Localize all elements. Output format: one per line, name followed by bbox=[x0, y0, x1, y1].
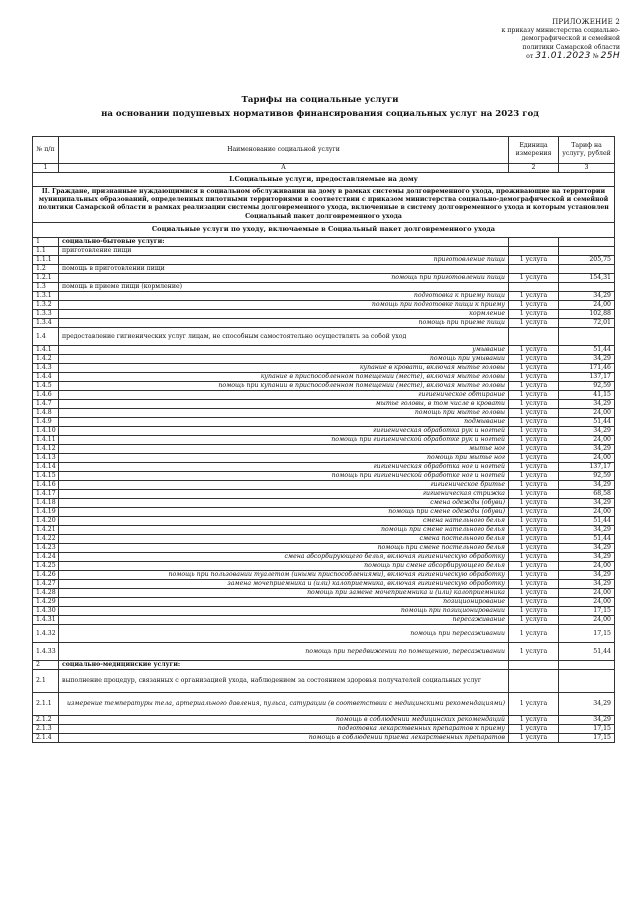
table-row bbox=[33, 318, 615, 327]
service-name: гигиеническое обтирание bbox=[59, 390, 509, 399]
table-row bbox=[33, 579, 615, 588]
tariff-price: 34,29 bbox=[559, 552, 615, 561]
table-header-row bbox=[33, 137, 615, 164]
unit-of-measure: 1 услуга bbox=[509, 525, 559, 534]
table-row bbox=[33, 525, 615, 534]
row-number: 2.1.4 bbox=[33, 733, 59, 742]
row-number: 2.1.3 bbox=[33, 724, 59, 733]
table-row bbox=[33, 255, 615, 264]
table-row bbox=[33, 417, 615, 426]
tariff-price: 34,29 bbox=[559, 399, 615, 408]
tariff-price: 92,59 bbox=[559, 381, 615, 390]
tariff-price bbox=[559, 669, 615, 692]
tariff-price: 171,46 bbox=[559, 363, 615, 372]
row-number: 1.4.20 bbox=[33, 516, 59, 525]
tariff-price: 24,00 bbox=[559, 507, 615, 516]
unit-of-measure: 1 услуга bbox=[509, 309, 559, 318]
row-number: 1.4.19 bbox=[33, 507, 59, 516]
service-name: гигиеническое бритье bbox=[59, 480, 509, 489]
service-name: подготовка к приему пищи bbox=[59, 291, 509, 300]
tariff-price: 34,29 bbox=[559, 426, 615, 435]
service-name: приготовление пищи bbox=[59, 255, 509, 264]
unit-of-measure: 1 услуга bbox=[509, 462, 559, 471]
service-name: помощь при приготовлении пищи bbox=[59, 273, 509, 282]
document-title: Тарифы на социальные услуги bbox=[241, 95, 399, 105]
service-name: помощь при смене нательного белья bbox=[59, 525, 509, 534]
unit-of-measure: 1 услуга bbox=[509, 408, 559, 417]
unit-of-measure: 1 услуга bbox=[509, 561, 559, 570]
row-number: 1.4.32 bbox=[33, 624, 59, 642]
unit-of-measure: 1 услуга bbox=[509, 426, 559, 435]
table-row bbox=[33, 516, 615, 525]
row-number: 1.4.24 bbox=[33, 552, 59, 561]
section-heading: I.Социальные услуги, предоставляемые на дому bbox=[33, 173, 615, 187]
tariff-price: 34,29 bbox=[559, 715, 615, 724]
unit-of-measure: 1 услуга bbox=[509, 534, 559, 543]
row-number: 1.4.33 bbox=[33, 642, 59, 660]
table-row bbox=[33, 273, 615, 282]
unit-of-measure: 1 услуга bbox=[509, 372, 559, 381]
service-name: позиционирование bbox=[59, 597, 509, 606]
tariff-price bbox=[559, 660, 615, 669]
unit-of-measure: 1 услуга bbox=[509, 363, 559, 372]
unit-of-measure: 1 услуга bbox=[509, 291, 559, 300]
unit-of-measure: 1 услуга bbox=[509, 444, 559, 453]
tariff-price: 34,29 bbox=[559, 354, 615, 363]
table-row bbox=[33, 426, 615, 435]
row-number: 1.4.11 bbox=[33, 435, 59, 444]
table-index-row bbox=[33, 164, 615, 173]
index-cell: А bbox=[59, 164, 509, 173]
tariff-price bbox=[559, 327, 615, 345]
row-number: 1.4.22 bbox=[33, 534, 59, 543]
appendix-block bbox=[470, 18, 620, 62]
tariff-price: 24,00 bbox=[559, 561, 615, 570]
paragraph-row bbox=[33, 187, 615, 223]
unit-of-measure: 1 услуга bbox=[509, 615, 559, 624]
row-number: 1.4.6 bbox=[33, 390, 59, 399]
table-row bbox=[33, 381, 615, 390]
service-name: помощь при передвижении по помещению, пересаживании bbox=[59, 642, 509, 660]
row-number: 1.4 bbox=[33, 327, 59, 345]
service-name: предоставление гигиенических услуг лицам, не способным самостоятельно осуществлять за собой уход bbox=[59, 327, 509, 345]
subsection-row bbox=[33, 222, 615, 237]
tariff-price: 17,15 bbox=[559, 724, 615, 733]
tariff-price: 154,31 bbox=[559, 273, 615, 282]
row-number: 1.4.23 bbox=[33, 543, 59, 552]
tariff-price: 34,29 bbox=[559, 543, 615, 552]
table-row bbox=[33, 300, 615, 309]
unit-of-measure: 1 услуга bbox=[509, 597, 559, 606]
unit-of-measure: 1 услуга bbox=[509, 642, 559, 660]
tariff-price: 34,29 bbox=[559, 498, 615, 507]
row-number: 1 bbox=[33, 237, 59, 246]
service-name: измерение температуры тела, артериального давления, пульса, сатурации (в соответствии с медицинскими рекомендациями) bbox=[59, 692, 509, 715]
appendix-date-line bbox=[470, 52, 620, 62]
unit-of-measure: 1 услуга bbox=[509, 724, 559, 733]
unit-of-measure: 1 услуга bbox=[509, 435, 559, 444]
tariff-price: 41,15 bbox=[559, 390, 615, 399]
table-row bbox=[33, 733, 615, 742]
tariff-price: 51,44 bbox=[559, 417, 615, 426]
service-name: помощь при пользовании туалетом (иными приспособлениями), включая гигиеническую обработку bbox=[59, 570, 509, 579]
table-row bbox=[33, 399, 615, 408]
table-row bbox=[33, 597, 615, 606]
table-row bbox=[33, 480, 615, 489]
tariff-price: 24,00 bbox=[559, 300, 615, 309]
table-row bbox=[33, 715, 615, 724]
service-name: помощь при умывании bbox=[59, 354, 509, 363]
table-row bbox=[33, 642, 615, 660]
unit-of-measure bbox=[509, 237, 559, 246]
row-number: 2 bbox=[33, 660, 59, 669]
service-name: купание в кровати, включая мытье головы bbox=[59, 363, 509, 372]
header-unit: Единица измерения bbox=[509, 137, 559, 164]
service-name: помощь при замене мочеприемника и (или) калоприемника bbox=[59, 588, 509, 597]
tariff-price: 34,29 bbox=[559, 525, 615, 534]
tariff-price: 34,29 bbox=[559, 291, 615, 300]
unit-of-measure bbox=[509, 264, 559, 273]
row-number: 1.4.25 bbox=[33, 561, 59, 570]
table-row bbox=[33, 462, 615, 471]
table-row bbox=[33, 408, 615, 417]
unit-of-measure: 1 услуга bbox=[509, 273, 559, 282]
service-name: помощь в приеме пищи (кормление) bbox=[59, 282, 509, 291]
service-name: помощь в приготовлении пищи bbox=[59, 264, 509, 273]
table-row bbox=[33, 309, 615, 318]
table-row bbox=[33, 570, 615, 579]
service-name: пересаживание bbox=[59, 615, 509, 624]
table-row bbox=[33, 561, 615, 570]
row-number: 2.1.2 bbox=[33, 715, 59, 724]
tariff-price: 24,00 bbox=[559, 597, 615, 606]
tariff-price: 102,88 bbox=[559, 309, 615, 318]
unit-of-measure: 1 услуга bbox=[509, 354, 559, 363]
service-name: смена постельного белья bbox=[59, 534, 509, 543]
table-row bbox=[33, 669, 615, 692]
tariff-price: 51,44 bbox=[559, 516, 615, 525]
row-number: 1.4.21 bbox=[33, 525, 59, 534]
row-number: 1.4.16 bbox=[33, 480, 59, 489]
tariff-price: 17,15 bbox=[559, 624, 615, 642]
table-row bbox=[33, 363, 615, 372]
row-number: 1.1.1 bbox=[33, 255, 59, 264]
row-number: 2.1 bbox=[33, 669, 59, 692]
service-name: помощь при купании в приспособленном помещении (месте), включая мытье головы bbox=[59, 381, 509, 390]
row-number: 1.4.29 bbox=[33, 597, 59, 606]
tariff-price: 137,17 bbox=[559, 462, 615, 471]
table-row bbox=[33, 444, 615, 453]
table-row bbox=[33, 552, 615, 561]
row-number: 1.4.13 bbox=[33, 453, 59, 462]
tariff-price: 51,44 bbox=[559, 534, 615, 543]
row-number: 1.3.2 bbox=[33, 300, 59, 309]
row-number: 1.4.1 bbox=[33, 345, 59, 354]
unit-of-measure: 1 услуга bbox=[509, 480, 559, 489]
unit-of-measure: 1 услуга bbox=[509, 498, 559, 507]
service-name: помощь в соблюдении приема лекарственных препаратов bbox=[59, 733, 509, 742]
unit-of-measure bbox=[509, 327, 559, 345]
row-number: 1.4.8 bbox=[33, 408, 59, 417]
row-number: 1.3.4 bbox=[33, 318, 59, 327]
table-row bbox=[33, 435, 615, 444]
row-number: 1.2 bbox=[33, 264, 59, 273]
row-number: 1.3.1 bbox=[33, 291, 59, 300]
date-prefix: от bbox=[526, 53, 534, 61]
service-name: помощь при смене постельного белья bbox=[59, 543, 509, 552]
service-name: замена мочеприемника и (или) калоприемника, включая гигиеническую обработку bbox=[59, 579, 509, 588]
table-row bbox=[33, 534, 615, 543]
row-number: 1.4.15 bbox=[33, 471, 59, 480]
table-row bbox=[33, 498, 615, 507]
unit-of-measure: 1 услуга bbox=[509, 399, 559, 408]
tariff-price: 72,01 bbox=[559, 318, 615, 327]
header-name: Наименование социальной услуги bbox=[59, 137, 509, 164]
tariff-price: 24,00 bbox=[559, 453, 615, 462]
row-number: 1.4.30 bbox=[33, 606, 59, 615]
service-name: смена одежды (обуви) bbox=[59, 498, 509, 507]
unit-of-measure: 1 услуга bbox=[509, 516, 559, 525]
service-name: помощь при приеме пищи bbox=[59, 318, 509, 327]
section-row bbox=[33, 173, 615, 187]
service-name: купание в приспособленном помещении (месте), включая мытье головы bbox=[59, 372, 509, 381]
tariff-price: 34,29 bbox=[559, 692, 615, 715]
tariff-price: 24,00 bbox=[559, 435, 615, 444]
section-paragraph: II. Граждане, признанные нуждающимися в социальном обслуживании на дому в рамках системы долговременного ухода, проживающие на территории муниципальных образований, определенных пилотными территориями в соответствии с приказом министерства социально-демографической и семейной политики Самарской области в рамках реализации системы долговременного ухода, включенные в систему долговременного ухода и которым установлен Социальный пакет долговременного ухода bbox=[33, 187, 615, 223]
service-name: мытье головы, в том числе в кровати bbox=[59, 399, 509, 408]
tariff-price: 34,29 bbox=[559, 570, 615, 579]
tariff-price: 51,44 bbox=[559, 345, 615, 354]
row-number: 1.4.31 bbox=[33, 615, 59, 624]
number-prefix: № bbox=[592, 53, 599, 61]
unit-of-measure: 1 услуга bbox=[509, 715, 559, 724]
appendix-line-2: демографической и семейной bbox=[521, 35, 620, 43]
unit-of-measure: 1 услуга bbox=[509, 606, 559, 615]
unit-of-measure bbox=[509, 669, 559, 692]
table-row bbox=[33, 291, 615, 300]
table-row bbox=[33, 507, 615, 516]
tariff-price: 17,15 bbox=[559, 606, 615, 615]
row-number: 1.3 bbox=[33, 282, 59, 291]
unit-of-measure: 1 услуга bbox=[509, 417, 559, 426]
row-number: 1.4.14 bbox=[33, 462, 59, 471]
table-row bbox=[33, 724, 615, 733]
service-name: помощь при смене одежды (обуви) bbox=[59, 507, 509, 516]
subsection-heading: Социальные услуги по уходу, включаемые в Социальный пакет долговременного ухода bbox=[33, 222, 615, 237]
service-name: социально-бытовые услуги: bbox=[59, 237, 509, 246]
table-row bbox=[33, 588, 615, 597]
unit-of-measure bbox=[509, 660, 559, 669]
appendix-line-1: к приказу министерства социально- bbox=[501, 26, 620, 34]
tariff-price: 205,75 bbox=[559, 255, 615, 264]
tariff-price: 92,59 bbox=[559, 471, 615, 480]
tariff-price: 68,58 bbox=[559, 489, 615, 498]
table-row bbox=[33, 246, 615, 255]
unit-of-measure: 1 услуга bbox=[509, 489, 559, 498]
index-cell: 3 bbox=[559, 164, 615, 173]
table-row bbox=[33, 282, 615, 291]
row-number: 1.4.17 bbox=[33, 489, 59, 498]
row-number: 1.4.3 bbox=[33, 363, 59, 372]
document-date: 31.01.2023 bbox=[535, 51, 591, 62]
tariff-price bbox=[559, 282, 615, 291]
tariff-price bbox=[559, 246, 615, 255]
service-name: помощь при гигиенической обработке рук и ногтей bbox=[59, 435, 509, 444]
table-row bbox=[33, 615, 615, 624]
tariff-price: 34,29 bbox=[559, 480, 615, 489]
tariff-price: 24,00 bbox=[559, 408, 615, 417]
unit-of-measure: 1 услуга bbox=[509, 507, 559, 516]
tariff-price: 34,29 bbox=[559, 579, 615, 588]
unit-of-measure: 1 услуга bbox=[509, 381, 559, 390]
table-row bbox=[33, 471, 615, 480]
unit-of-measure: 1 услуга bbox=[509, 552, 559, 561]
service-name: социально-медицинские услуги: bbox=[59, 660, 509, 669]
row-number: 1.4.12 bbox=[33, 444, 59, 453]
service-name: гигиеническая обработка рук и ногтей bbox=[59, 426, 509, 435]
unit-of-measure: 1 услуга bbox=[509, 318, 559, 327]
unit-of-measure: 1 услуга bbox=[509, 624, 559, 642]
service-name: помощь при смене абсорбирующего белья bbox=[59, 561, 509, 570]
unit-of-measure: 1 услуга bbox=[509, 471, 559, 480]
service-name: смена абсорбирующего белья, включая гигиеническую обработку bbox=[59, 552, 509, 561]
table-row bbox=[33, 624, 615, 642]
row-number: 1.3.3 bbox=[33, 309, 59, 318]
unit-of-measure: 1 услуга bbox=[509, 570, 559, 579]
service-name: помощь в соблюдении медицинских рекомендаций bbox=[59, 715, 509, 724]
service-name: подготовка лекарственных препаратов к приему bbox=[59, 724, 509, 733]
service-name: помощь при гигиенической обработке ног и ногтей bbox=[59, 471, 509, 480]
table-row bbox=[33, 327, 615, 345]
row-number: 1.4.7 bbox=[33, 399, 59, 408]
row-number: 2.1.1 bbox=[33, 692, 59, 715]
table-row bbox=[33, 354, 615, 363]
tariff-price bbox=[559, 264, 615, 273]
appendix-line-3: политики Самарской области bbox=[522, 43, 620, 51]
service-name: приготовление пищи bbox=[59, 246, 509, 255]
header-num: № п/п bbox=[33, 137, 59, 164]
row-number: 1.4.5 bbox=[33, 381, 59, 390]
unit-of-measure: 1 услуга bbox=[509, 588, 559, 597]
row-number: 1.4.28 bbox=[33, 588, 59, 597]
unit-of-measure: 1 услуга bbox=[509, 579, 559, 588]
table-row bbox=[33, 237, 615, 246]
unit-of-measure: 1 услуга bbox=[509, 390, 559, 399]
row-number: 1.4.9 bbox=[33, 417, 59, 426]
table-row bbox=[33, 345, 615, 354]
unit-of-measure: 1 услуга bbox=[509, 733, 559, 742]
row-number: 1.1 bbox=[33, 246, 59, 255]
table-row bbox=[33, 692, 615, 715]
tariff-price: 51,44 bbox=[559, 642, 615, 660]
table-row bbox=[33, 372, 615, 381]
service-name: гигиеническая обработка ног и ногтей bbox=[59, 462, 509, 471]
service-name: смена нательного белья bbox=[59, 516, 509, 525]
row-number: 1.4.26 bbox=[33, 570, 59, 579]
service-name: помощь при пересаживании bbox=[59, 624, 509, 642]
service-name: помощь при мытье ног bbox=[59, 453, 509, 462]
row-number: 1.2.1 bbox=[33, 273, 59, 282]
tariff-price: 137,17 bbox=[559, 372, 615, 381]
unit-of-measure: 1 услуга bbox=[509, 255, 559, 264]
index-cell: 2 bbox=[509, 164, 559, 173]
unit-of-measure: 1 услуга bbox=[509, 543, 559, 552]
service-name: подмывание bbox=[59, 417, 509, 426]
service-name: помощь при позиционировании bbox=[59, 606, 509, 615]
table-row bbox=[33, 489, 615, 498]
row-number: 1.4.18 bbox=[33, 498, 59, 507]
unit-of-measure bbox=[509, 282, 559, 291]
unit-of-measure: 1 услуга bbox=[509, 453, 559, 462]
unit-of-measure bbox=[509, 246, 559, 255]
service-name: помощь при мытье головы bbox=[59, 408, 509, 417]
tariff-table-body bbox=[33, 137, 615, 743]
tariff-price bbox=[559, 237, 615, 246]
table-row bbox=[33, 390, 615, 399]
service-name: выполнение процедур, связанных с организацией ухода, наблюдением за состоянием здоровья получателей социальных услуг bbox=[59, 669, 509, 692]
row-number: 1.4.27 bbox=[33, 579, 59, 588]
row-number: 1.4.4 bbox=[33, 372, 59, 381]
appendix-title: ПРИЛОЖЕНИЕ 2 bbox=[552, 18, 620, 26]
service-name: помощь при подготовке пищи к приему bbox=[59, 300, 509, 309]
tariff-price: 17,15 bbox=[559, 733, 615, 742]
table-row bbox=[33, 606, 615, 615]
service-name: умывание bbox=[59, 345, 509, 354]
document-subtitle: на основании подушевых нормативов финансирования социальных услуг на 2023 год bbox=[101, 109, 539, 119]
tariff-price: 24,00 bbox=[559, 615, 615, 624]
index-cell: 1 bbox=[33, 164, 59, 173]
unit-of-measure: 1 услуга bbox=[509, 345, 559, 354]
header-price: Тариф на услугу, рублей bbox=[559, 137, 615, 164]
tariff-price: 34,29 bbox=[559, 444, 615, 453]
service-name: мытье ног bbox=[59, 444, 509, 453]
table-row bbox=[33, 453, 615, 462]
document-number: 25Н bbox=[600, 51, 620, 62]
tariff-price: 24,00 bbox=[559, 588, 615, 597]
table-row bbox=[33, 543, 615, 552]
tariff-table bbox=[32, 136, 615, 743]
table-row bbox=[33, 660, 615, 669]
table-row bbox=[33, 264, 615, 273]
service-name: гигиеническая стрижка bbox=[59, 489, 509, 498]
row-number: 1.4.2 bbox=[33, 354, 59, 363]
unit-of-measure: 1 услуга bbox=[509, 692, 559, 715]
service-name: кормление bbox=[59, 309, 509, 318]
unit-of-measure: 1 услуга bbox=[509, 300, 559, 309]
row-number: 1.4.10 bbox=[33, 426, 59, 435]
